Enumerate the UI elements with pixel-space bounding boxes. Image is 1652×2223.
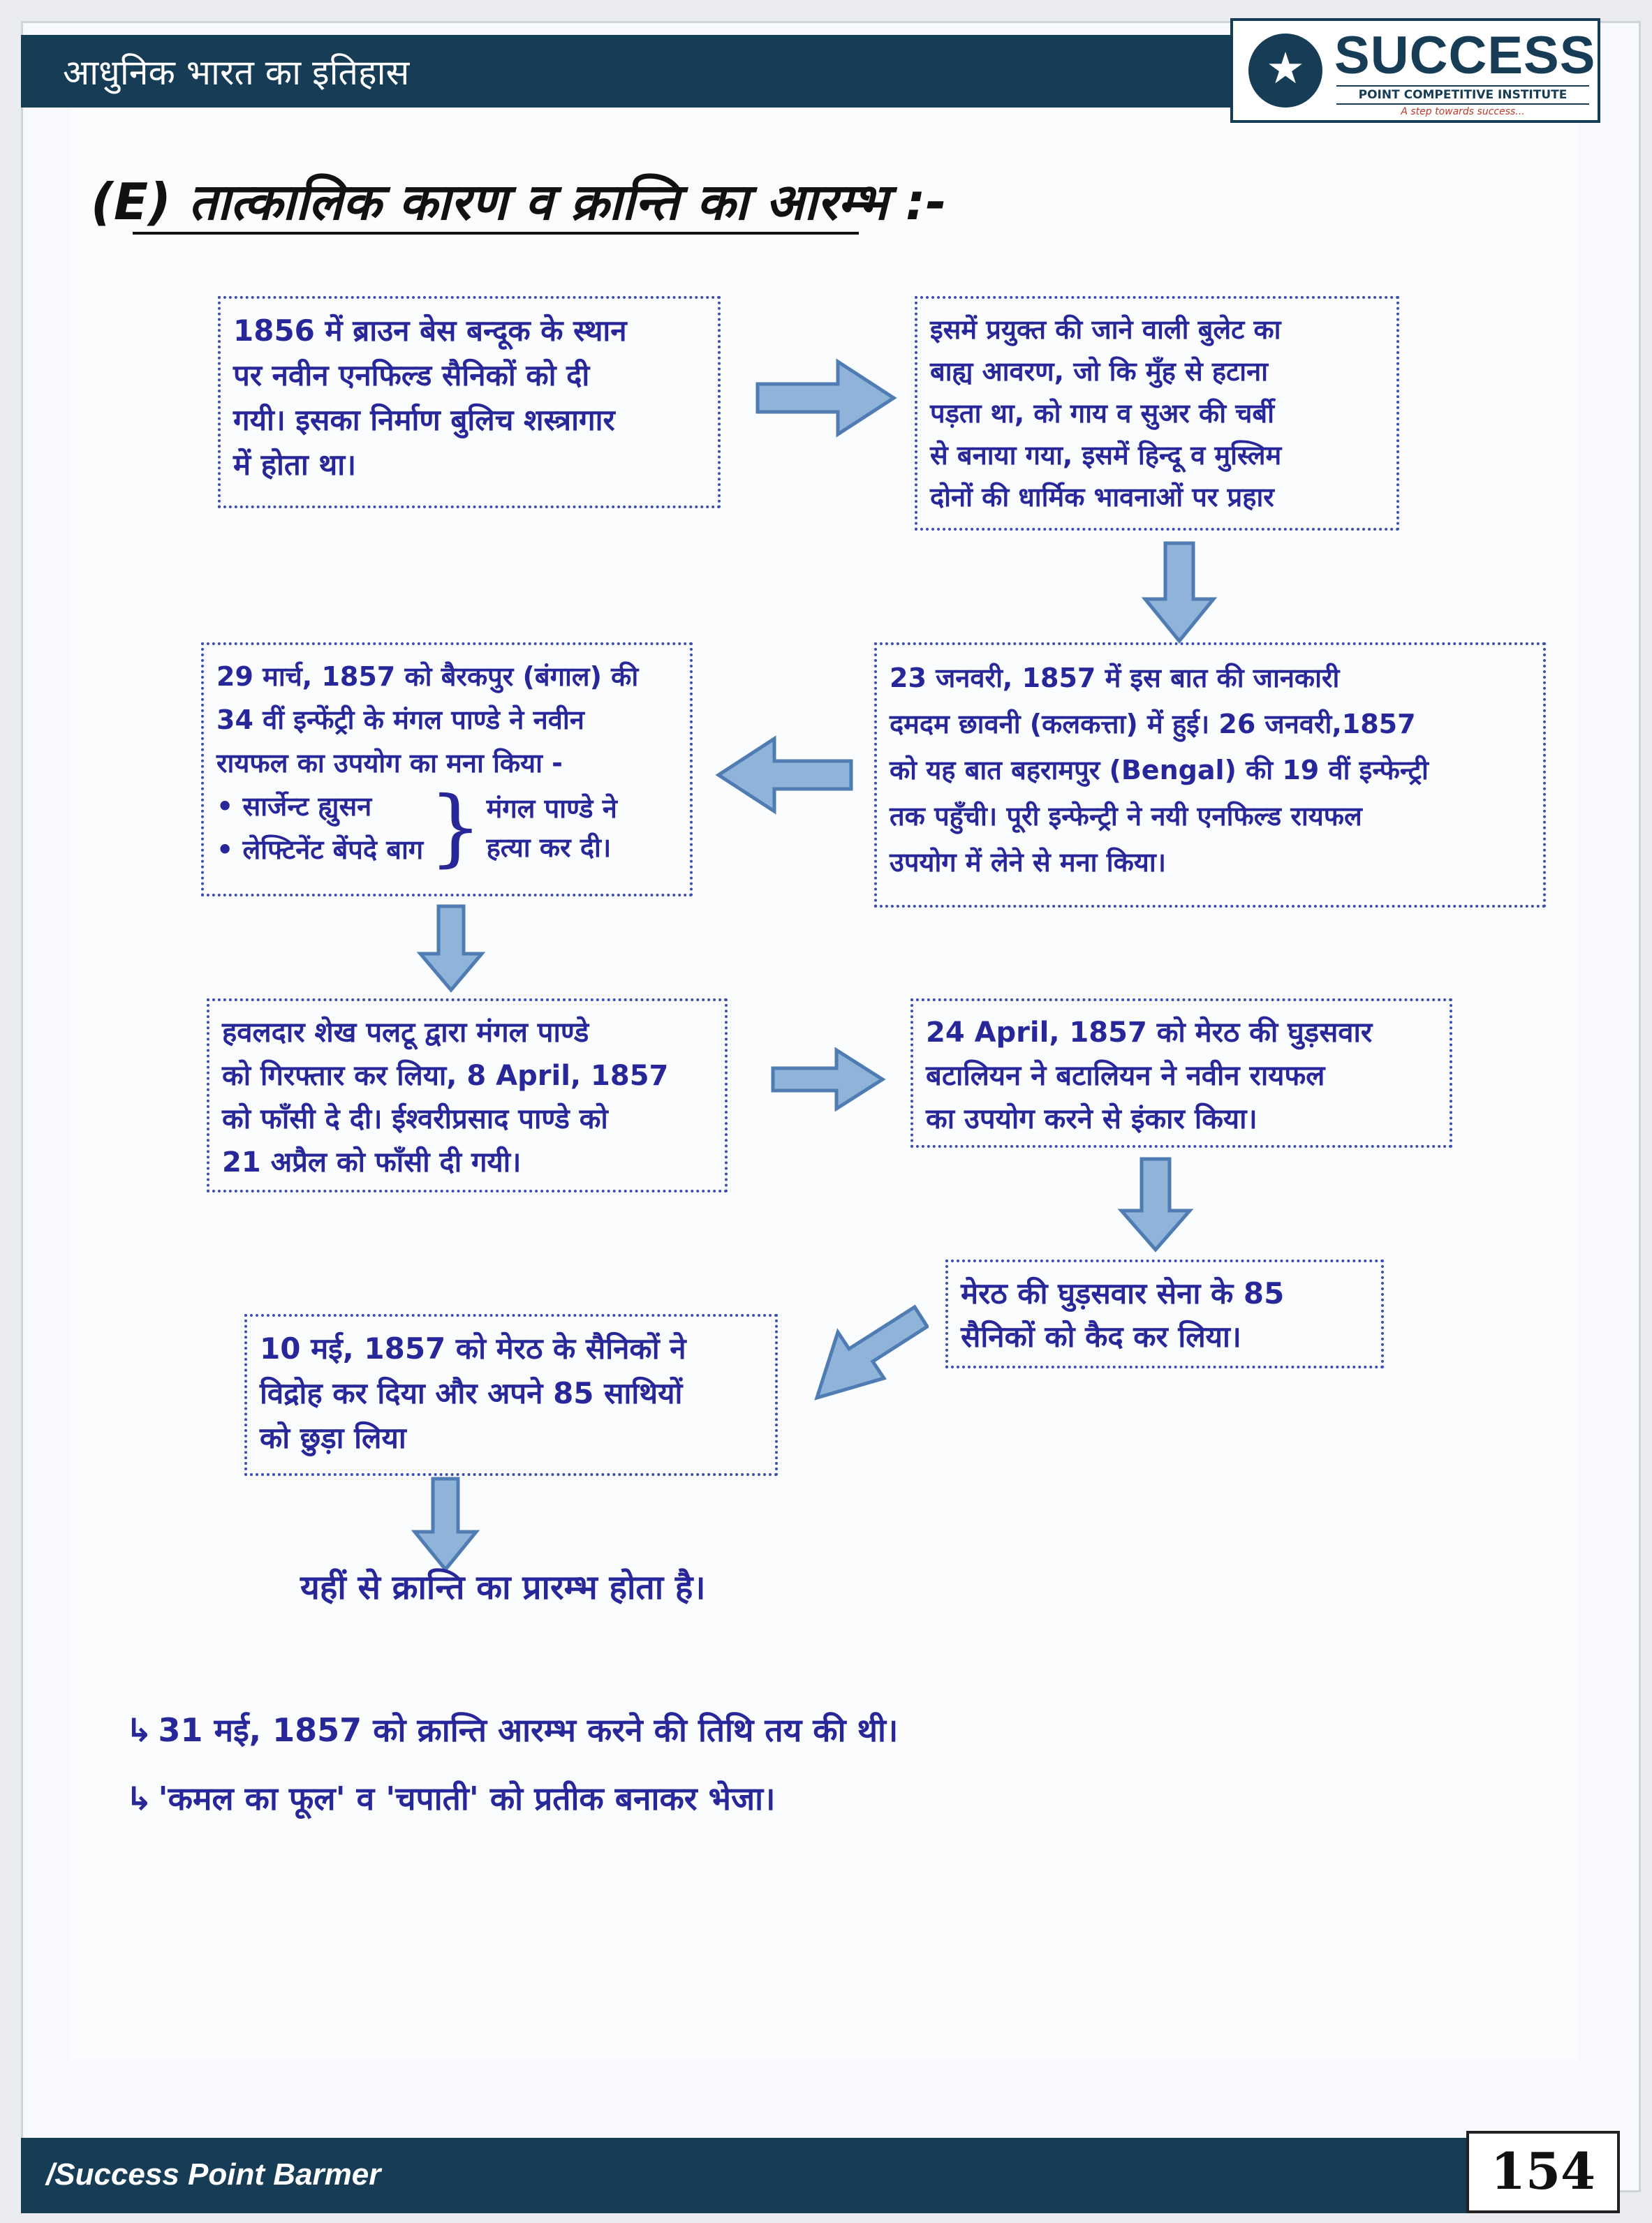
logo — [1230, 18, 1600, 123]
box-line: विद्रोह कर दिया और अपने 85 साथियों — [260, 1376, 683, 1410]
brace-note-line: मंगल पाण्डे ने — [486, 793, 617, 824]
pointer-arrow-icon: ↳ — [126, 1711, 153, 1749]
arrow-down-icon — [1141, 540, 1218, 645]
box-line: 1856 में ब्राउन बेस बन्दूक के स्थान — [233, 313, 627, 348]
flow-box-2 — [915, 296, 1399, 531]
note-item — [126, 1708, 898, 1751]
flow-box-4 — [201, 642, 693, 896]
footer-bar — [21, 2138, 1599, 2213]
bullet-list — [216, 785, 423, 871]
arrow-down-icon — [416, 903, 486, 994]
logo-subtitle: POINT COMPETITIVE INSTITUTE — [1336, 85, 1589, 105]
arrow-down-left-icon — [810, 1300, 929, 1405]
box-line: 29 मार्च, 1857 को बैरकपुर (बंगाल) की — [216, 661, 639, 692]
flow-box-5 — [207, 998, 728, 1192]
flow-box-3 — [874, 642, 1546, 908]
box-line: को गिरफ्तार कर लिया, 8 April, 1857 — [222, 1060, 669, 1092]
box-line: मेरठ की घुड़सवार सेना के 85 — [961, 1276, 1285, 1310]
box-line: को यह बात बहरामपुर (Bengal) की 19 वीं इन्फेन्ट्री — [890, 755, 1429, 785]
box-line: इसमें प्रयुक्त की जाने वाली बुलेट का — [930, 314, 1281, 345]
section-heading: (E) तात्कालिक कारण व क्रान्ति का आरम्भ :- — [91, 172, 947, 231]
box-line: बटालियन ने बटालियन ने नवीन रायफल — [926, 1060, 1325, 1092]
box-line: को फाँसी दे दी। ईश्वरीप्रसाद पाण्डे को — [222, 1103, 608, 1135]
box-line: का उपयोग करने से इंकार किया। — [926, 1103, 1258, 1135]
arrow-right-icon — [754, 356, 901, 440]
officer-list — [216, 779, 677, 876]
arrow-left-icon — [715, 733, 855, 817]
box-line: दमदम छावनी (कलकत्ता) में हुई। 26 जनवरी,1857 — [890, 709, 1416, 739]
conclusion-text: यहीं से क्रान्ति का प्रारम्भ होता है। — [300, 1568, 706, 1607]
brace-icon: } — [429, 779, 482, 876]
note-item — [126, 1776, 775, 1819]
box-line: उपयोग में लेने से मना किया। — [890, 847, 1167, 878]
box-line: 24 April, 1857 को मेरठ की घुड़सवार — [926, 1017, 1373, 1049]
box-line: हवलदार शेख पलटू द्वारा मंगल पाण्डे — [222, 1017, 589, 1049]
page-number: 154 — [1466, 2131, 1620, 2213]
flow-box-6 — [910, 998, 1452, 1148]
arrow-right-icon — [769, 1044, 888, 1114]
footer-text: /Success Point Barmer — [46, 2157, 381, 2192]
logo-brand: SUCCESS — [1334, 26, 1596, 85]
bullet-item: • सार्जेन्ट ह्युसन — [216, 791, 372, 822]
box-line: पर नवीन एनफिल्ड सैनिकों को दी — [233, 358, 590, 392]
box-line: से बनाया गया, इसमें हिन्दू व मुस्लिम — [930, 440, 1282, 471]
emblem-icon: ★ — [1248, 34, 1322, 108]
box-line: सैनिकों को कैद कर लिया। — [961, 1320, 1241, 1354]
box-line: 21 अप्रैल को फाँसी दी गयी। — [222, 1146, 522, 1179]
header-title: आधुनिक भारत का इतिहास — [63, 52, 410, 93]
box-line: 23 जनवरी, 1857 में इस बात की जानकारी — [890, 663, 1340, 693]
box-line: गयी। इसका निर्माण बुलिच शस्त्रागार — [233, 403, 615, 437]
flow-box-1 — [218, 296, 721, 508]
note-text: 31 मई, 1857 को क्रान्ति आरम्भ करने की तिथि तय की थी। — [158, 1711, 899, 1749]
pointer-arrow-icon: ↳ — [126, 1780, 153, 1817]
bullet-item: • लेफ्टिनेंट बेंपदे बाग — [216, 834, 424, 865]
box-line: बाह्य आवरण, जो कि मुँह से हटाना — [930, 356, 1268, 387]
box-line: रायफल का उपयोग का मना किया - — [216, 748, 563, 778]
flow-box-7 — [945, 1260, 1384, 1368]
logo-tagline: A step towards success... — [1401, 106, 1525, 117]
brace-note — [487, 789, 617, 867]
arrow-down-icon — [1117, 1156, 1194, 1254]
arrow-down-icon — [411, 1476, 480, 1574]
heading-underline — [133, 232, 859, 235]
box-line: 10 मई, 1857 को मेरठ के सैनिकों ने — [260, 1331, 686, 1366]
note-text: 'कमल का फूल' व 'चपाती' को प्रतीक बनाकर भेजा। — [158, 1780, 776, 1817]
box-line: तक पहुँची। पूरी इन्फेन्ट्री ने नयी एनफिल्ड रायफल — [890, 801, 1362, 832]
box-line: को छुड़ा लिया — [260, 1421, 406, 1455]
box-line: पड़ता था, को गाय व सुअर की चर्बी — [930, 398, 1274, 429]
box-line: दोनों की धार्मिक भावनाओं पर प्रहार — [930, 482, 1274, 512]
box-line: 34 वीं इन्फेंट्री के मंगल पाण्डे ने नवीन — [216, 704, 584, 735]
brace-note-line: हत्या कर दी। — [486, 832, 612, 863]
flow-box-8 — [244, 1314, 778, 1476]
box-line: में होता था। — [233, 448, 356, 482]
